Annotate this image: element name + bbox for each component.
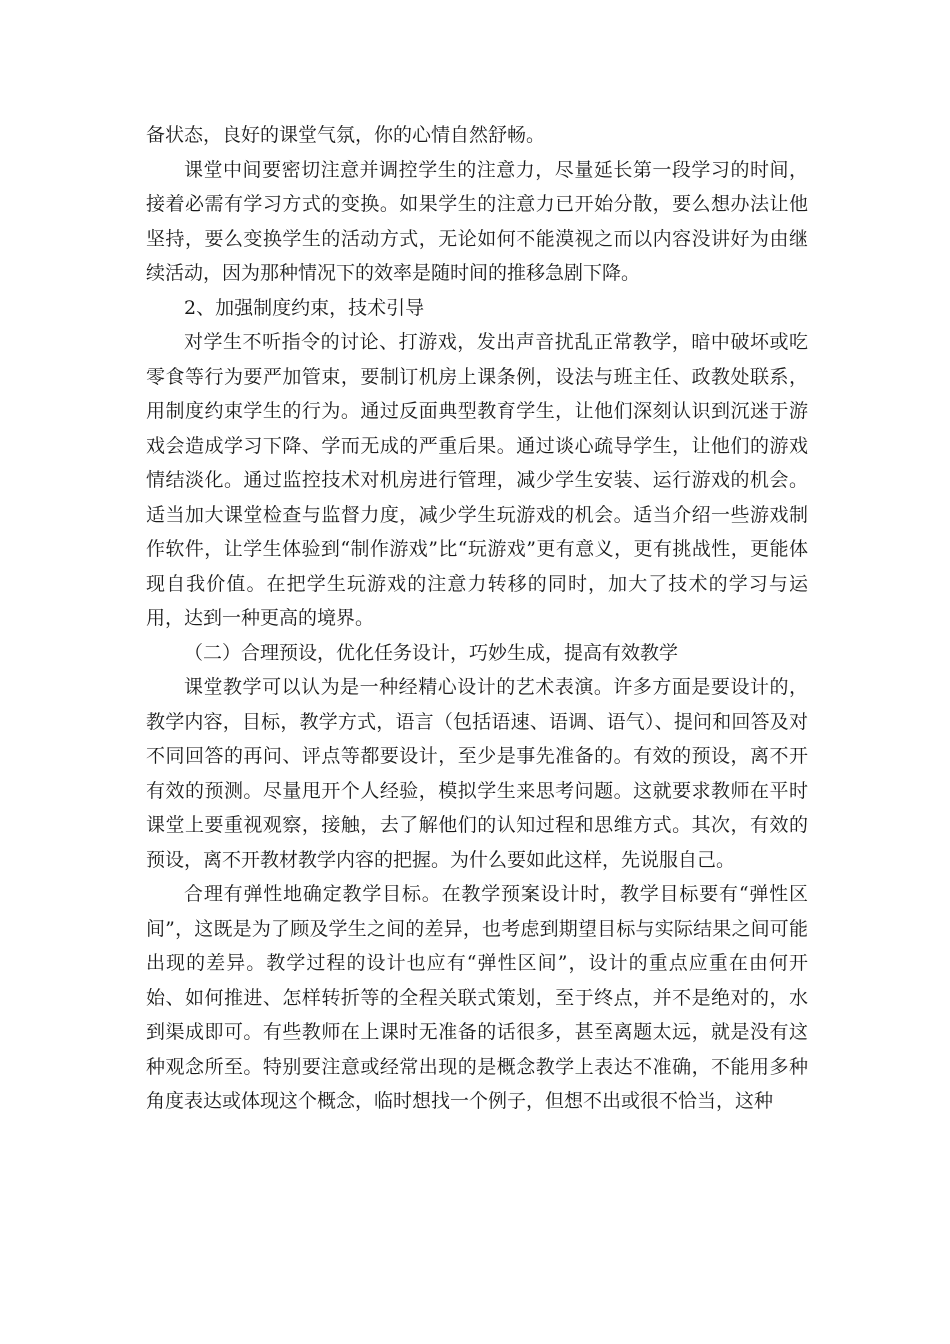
- paragraph: 课堂教学可以认为是一种经精心设计的艺术表演。许多方面是要设计的，教学内容，目标，教学方式，语言（包括语速、语调、语气）、提问和回答及对不同回答的再问、评点等都要设计，至少是事先准备的。有效的预设，离不开有效的预测。尽量甩开个人经验，模拟学生来思考问题。这就要求教师在平时课堂上要重视观察，接触，去了解他们的认知过程和思维方式。其次，有效的预设，离不开教材教学内容的把握。为什么要如此这样，先说服自己。: [146, 676, 808, 871]
- section-heading: 2、加强制度约束，技术引导: [184, 296, 425, 319]
- paragraph: 对学生不听指令的讨论、打游戏，发出声音扰乱正常教学，暗中破坏或吃零食等行为要严加管束，要制订机房上课条例，设法与班主任、政教处联系，用制度约束学生的行为。通过反面典型教育学生，让他们深刻认识到沉迷于游戏会造成学习下降、学而无成的严重后果。通过谈心疏导学生，让他们的游戏情结淡化。通过监控技术对机房进行管理，减少学生安装、运行游戏的机会。适当加大课堂检查与监督力度，减少学生玩游戏的机会。适当介绍一些游戏制作软件，让学生体验到“制作游戏”比“玩游戏”更有意义，更有挑战性，更能体现自我价值。在把学生玩游戏的注意力转移的同时，加大了技术的学习与运用，达到一种更高的境界。: [146, 331, 808, 629]
- paragraph: 合理有弹性地确定教学目标。在教学预案设计时，教学目标要有“弹性区间”，这既是为了顾及学生之间的差异，也考虑到期望目标与实际结果之间可能出现的差异。教学过程的设计也应有“弹性区间”，设计的重点应重在由何开始、如何推进、怎样转折等的全程关联式策划，至于终点，并不是绝对的，水到渠成即可。有些教师在上课时无准备的话很多，甚至离题太远，就是没有这种观念所至。特别要注意或经常出现的是概念教学上表达不准确，不能用多种角度表达或体现这个概念，临时想找一个例子，但想不出或很不恰当，这种: [146, 883, 808, 1112]
- paragraph: 课堂中间要密切注意并调控学生的注意力，尽量延长第一段学习的时间，接着必需有学习方式的变换。如果学生的注意力已开始分散，要么想办法让他坚持，要么变换学生的活动方式，无论如何不能漠视之而以内容没讲好为由继续活动，因为那种情况下的效率是随时间的推移急剧下降。: [146, 158, 808, 284]
- section-heading: （二）合理预设，优化任务设计，巧妙生成，提高有效教学: [184, 641, 679, 664]
- paragraph-continuation: 备状态，良好的课堂气氛，你的心情自然舒畅。: [146, 124, 546, 146]
- document-body: [146, 118, 808, 1119]
